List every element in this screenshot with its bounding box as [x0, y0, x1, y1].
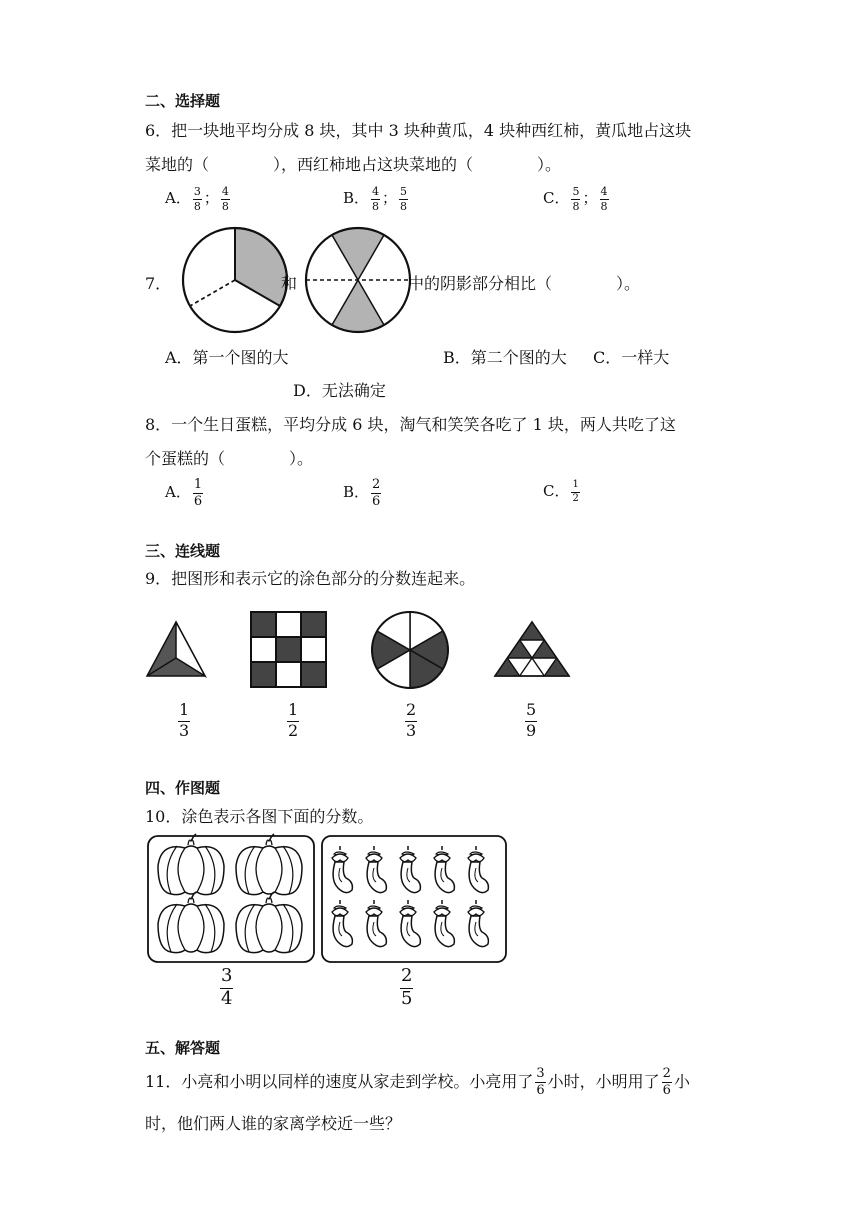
fraction: $\frac{2}{6}$: [372, 477, 381, 509]
separator: ；: [582, 189, 598, 208]
option-label: C．: [543, 482, 570, 500]
option-label: A．: [165, 189, 191, 208]
section-choice-heading: 二、选择题: [145, 92, 221, 110]
q8-option-c[interactable]: [543, 480, 582, 504]
q6-option-a[interactable]: [165, 186, 232, 212]
q9-triangle-shape: [144, 618, 208, 682]
q10-fraction-eggplant: $\frac{2}{5}$: [401, 965, 413, 1009]
q7-option-a[interactable]: A．第一个图的大: [165, 348, 289, 367]
q6-line2: 菜地的（ ），西红柿地占这块菜地的（ ）。: [145, 155, 562, 174]
fraction: $\frac{2}{6}$: [662, 1066, 671, 1098]
q9-fraction-3[interactable]: $\frac{2}{3}$: [406, 700, 417, 740]
section-draw-heading: 四、作图题: [145, 779, 221, 797]
fraction: $\frac{4}{8}$: [600, 185, 608, 213]
fraction: $\frac{3}{8}$: [193, 185, 201, 213]
q9-fraction-2[interactable]: $\frac{1}{2}$: [288, 700, 299, 740]
q8-option-b[interactable]: [343, 478, 383, 508]
fraction: $\frac{1}{2}$: [572, 479, 579, 504]
option-label: B．: [343, 189, 370, 208]
q7-circle-sixths: [293, 220, 423, 340]
q10-eggplant-box: [320, 834, 510, 964]
separator: ；: [382, 189, 398, 208]
q6-line1: 6．把一块地平均分成 8 块，其中 3 块种黄瓜，4 块种西红柿，黄瓜地占这块: [145, 121, 692, 140]
q7-option-d[interactable]: D．无法确定: [293, 381, 386, 400]
q9-text: 9．把图形和表示它的涂色部分的分数连起来。: [145, 569, 476, 588]
q7-and: 和: [281, 274, 298, 293]
option-label: B．: [343, 483, 370, 502]
q7-number: 7．: [145, 274, 172, 293]
q9-checkerboard-shape: [249, 610, 329, 690]
section-answer-heading: 五、解答题: [145, 1039, 221, 1057]
q7-option-b[interactable]: B．第二个图的大: [443, 348, 567, 367]
fraction: $\frac{4}{8}$: [221, 185, 229, 213]
q6-option-c[interactable]: [543, 186, 611, 212]
q8-line1: 8．一个生日蛋糕，平均分成 6 块，淘气和笑笑各吃了 1 块，两人共吃了这: [145, 415, 676, 434]
q11-line1: 11．小亮和小明以同样的速度从家走到学校。小亮用了 $\frac{3}{6}$ 小时，小明用了 $\frac{2}{6}$ 小: [145, 1066, 690, 1098]
q9-circle-shape: [368, 608, 452, 692]
fraction: $\frac{5}{8}$: [572, 185, 580, 213]
option-label: A．: [165, 483, 191, 502]
q7-option-c[interactable]: C．一样大: [593, 348, 670, 367]
q8-line2: 个蛋糕的（ ）。: [145, 449, 314, 468]
q9-triangle-grid-shape: [492, 618, 572, 682]
q6-option-b[interactable]: [343, 186, 410, 212]
q11-line2: 时，他们两人谁的家离学校近一些？: [145, 1114, 402, 1133]
q10-fraction-pumpkin: $\frac{3}{4}$: [221, 965, 233, 1009]
fraction: $\frac{3}{6}$: [536, 1066, 545, 1098]
q7-text: 中的阴影部分相比（ ）。: [408, 274, 641, 293]
fraction: $\frac{5}{8}$: [400, 185, 408, 213]
option-label: C．: [543, 189, 570, 208]
separator: ；: [203, 189, 219, 208]
q10-pumpkin-box: [146, 834, 316, 964]
fraction: $\frac{4}{8}$: [372, 185, 380, 213]
q8-option-a[interactable]: [165, 478, 205, 508]
q9-fraction-4[interactable]: $\frac{5}{9}$: [526, 700, 537, 740]
q9-fraction-1[interactable]: $\frac{1}{3}$: [179, 700, 190, 740]
section-match-heading: 三、连线题: [145, 542, 221, 560]
q10-text: 10．涂色表示各图下面的分数。: [145, 807, 374, 826]
fraction: $\frac{1}{6}$: [193, 477, 203, 509]
